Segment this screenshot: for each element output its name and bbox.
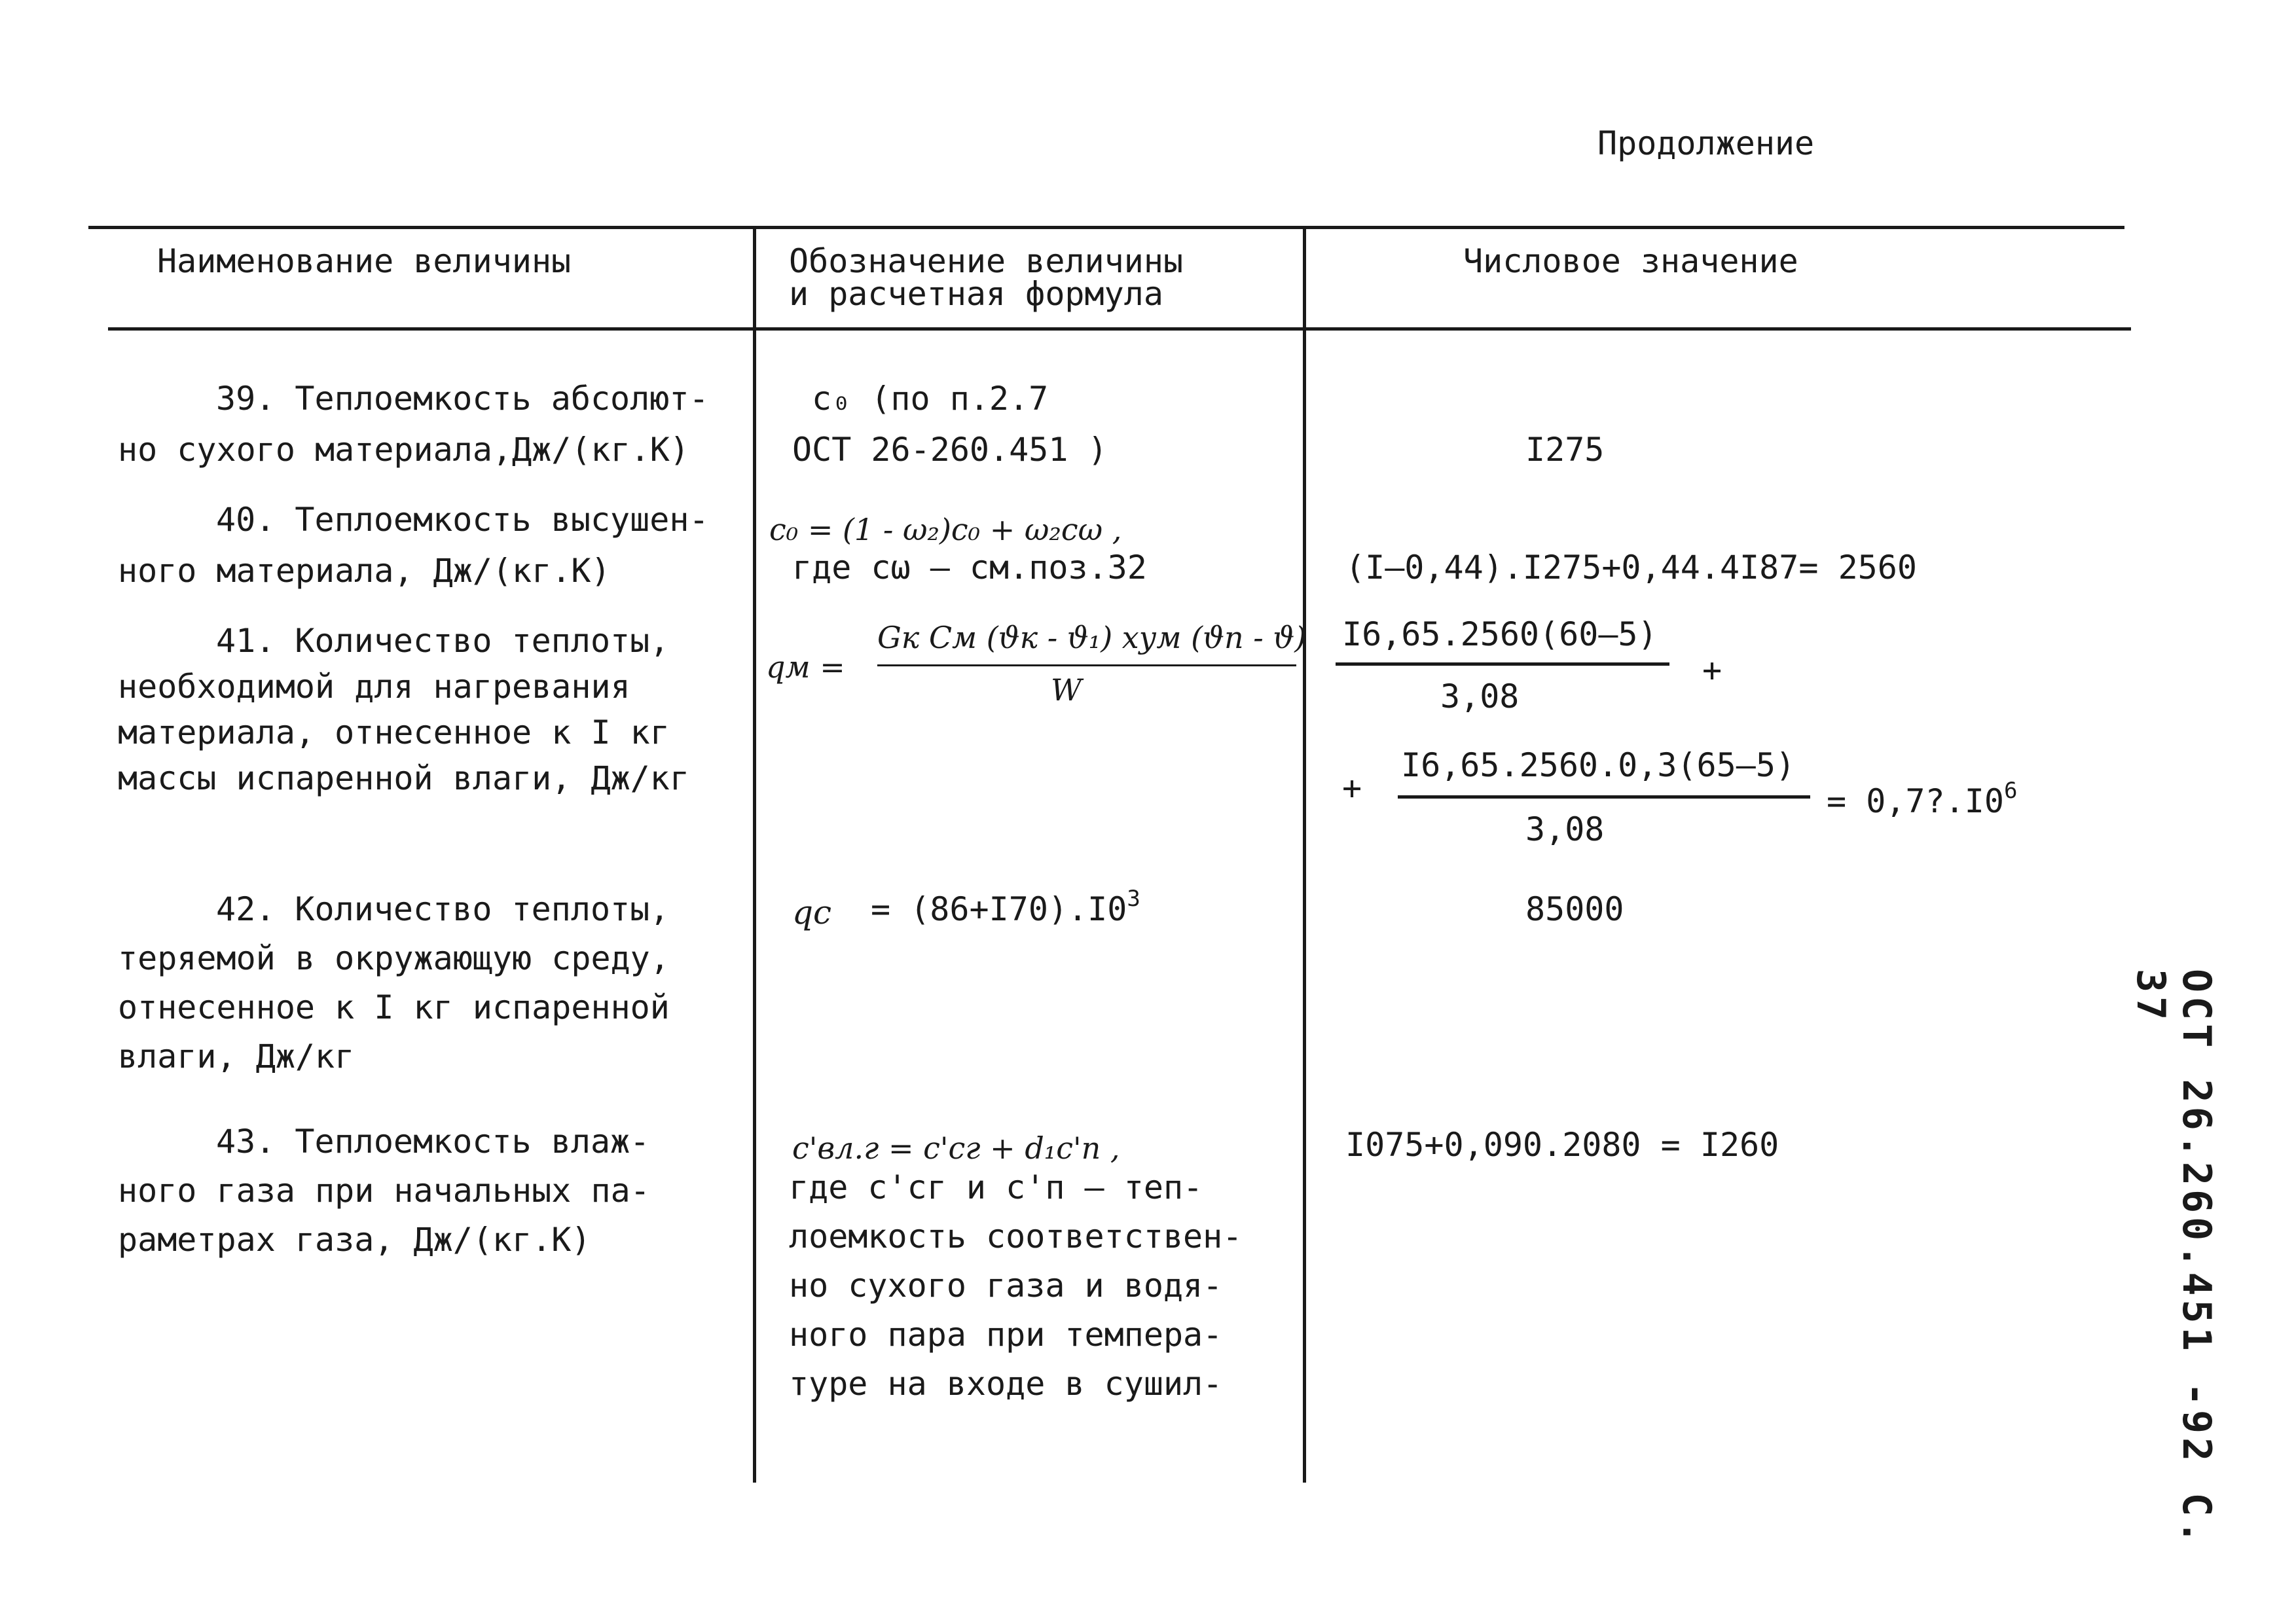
row-41-name-line4: массы испаренной влаги, Дж/кг [118, 759, 689, 797]
row-41-value-plus2: + [1342, 769, 1362, 807]
column-header-formula-line1: Обозначение величины [789, 242, 1184, 280]
row-41-name-line3: материала, отнесенное к I кг [118, 713, 670, 751]
row-41-value-num1: I6,65.2560(60–5) [1342, 615, 1658, 653]
column-header-value: Числовое значение [1463, 242, 1798, 280]
row-42-formula-expression: = $(86+I70).I0^3$ [871, 886, 1140, 928]
row-43-name-line2: ного газа при начальных па- [118, 1172, 650, 1210]
row-39-formula-line2: ОСТ 26-260.451 ) [792, 431, 1108, 469]
row-41-formula-numerator: Gк Cм (ϑк - ϑ₁) xум (ϑп - ϑ) [877, 620, 1307, 655]
column-header-name: Наименование величины [157, 242, 572, 280]
row-40-name-line2: ного материала, Дж/(кг.К) [118, 552, 611, 590]
row-41-formula-denominator: W [1051, 672, 1082, 708]
row-40-formula-line1: c₀ = (1 - ω₂)c₀ + ω₂cω , [769, 512, 1122, 547]
row-42-formula-symbol: qc [792, 893, 832, 931]
side-document-reference: ОСТ 26.260.451 -92 С. 37 [2128, 969, 2219, 1548]
row-42-value: 85000 [1525, 890, 1624, 928]
row-40-name-line1: 40. Теплоемкость высушен- [216, 501, 709, 539]
row-43-value: I075+0,090.2080 = I260 [1345, 1126, 1779, 1164]
row-41-value-num2: I6,65.2560.0,3(65–5) [1401, 746, 1796, 784]
row-42-name-line3: отнесенное к I кг испаренной [118, 988, 670, 1026]
row-39-name-line2: но сухого материала,Дж/(кг.К) [118, 431, 689, 469]
row-43-name-line3: раметрах газа, Дж/(кг.К) [118, 1221, 591, 1259]
row-43-formula-line2: где c'сг и c'п – теп- [789, 1168, 1203, 1206]
row-41-name-line1: 41. Количество теплоты, [216, 622, 670, 660]
row-43-name-line1: 43. Теплоемкость влаж- [216, 1123, 650, 1161]
row-43-formula-line3: лоемкость соответствен- [789, 1218, 1243, 1255]
row-41-value-plus1: + [1702, 651, 1722, 689]
row-39-name-line1: 39. Теплоемкость абсолют- [216, 380, 709, 418]
row-43-formula-line4: но сухого газа и водя- [789, 1267, 1223, 1305]
row-42-name-line2: теряемой в окружающую среду, [118, 939, 670, 977]
row-43-formula-line1: c'вл.г = c'сг + d₁c'п , [792, 1130, 1120, 1166]
row-41-value-den1: 3,08 [1440, 677, 1520, 715]
row-39-value: I275 [1525, 431, 1605, 469]
row-41-formula-lhs: qм = [766, 649, 845, 685]
row-43-formula-line5: ного пара при темпера- [789, 1316, 1223, 1354]
row-41-value-result: = $0,7?.I0^6$ [1827, 778, 2018, 820]
row-43-formula-line6: туре на входе в сушил- [789, 1365, 1223, 1403]
row-41-value-den2: 3,08 [1525, 810, 1605, 848]
column-divider-1 [753, 226, 756, 1483]
row-41-value-bar2 [1398, 795, 1810, 799]
row-39-formula-line1: c₀ (по п.2.7 [812, 380, 1049, 418]
row-42-name-line4: влаги, Дж/кг [118, 1038, 355, 1075]
row-41-name-line2: необходимой для нагревания [118, 668, 630, 706]
row-40-formula-line2: где cω – см.поз.32 [792, 549, 1147, 586]
row-41-value-bar1 [1336, 662, 1669, 666]
continuation-label: Продолжение [1597, 124, 1815, 162]
row-42-name-line1: 42. Количество теплоты, [216, 890, 670, 928]
column-header-formula-line2: и расчетная формула [789, 275, 1163, 313]
row-41-formula-fraction-bar [877, 664, 1296, 666]
header-bottom-rule [108, 327, 2131, 331]
column-divider-2 [1303, 226, 1306, 1483]
row-40-value: (I–0,44).I275+0,44.4I87= 2560 [1345, 549, 1917, 586]
table-top-rule [88, 226, 2124, 229]
